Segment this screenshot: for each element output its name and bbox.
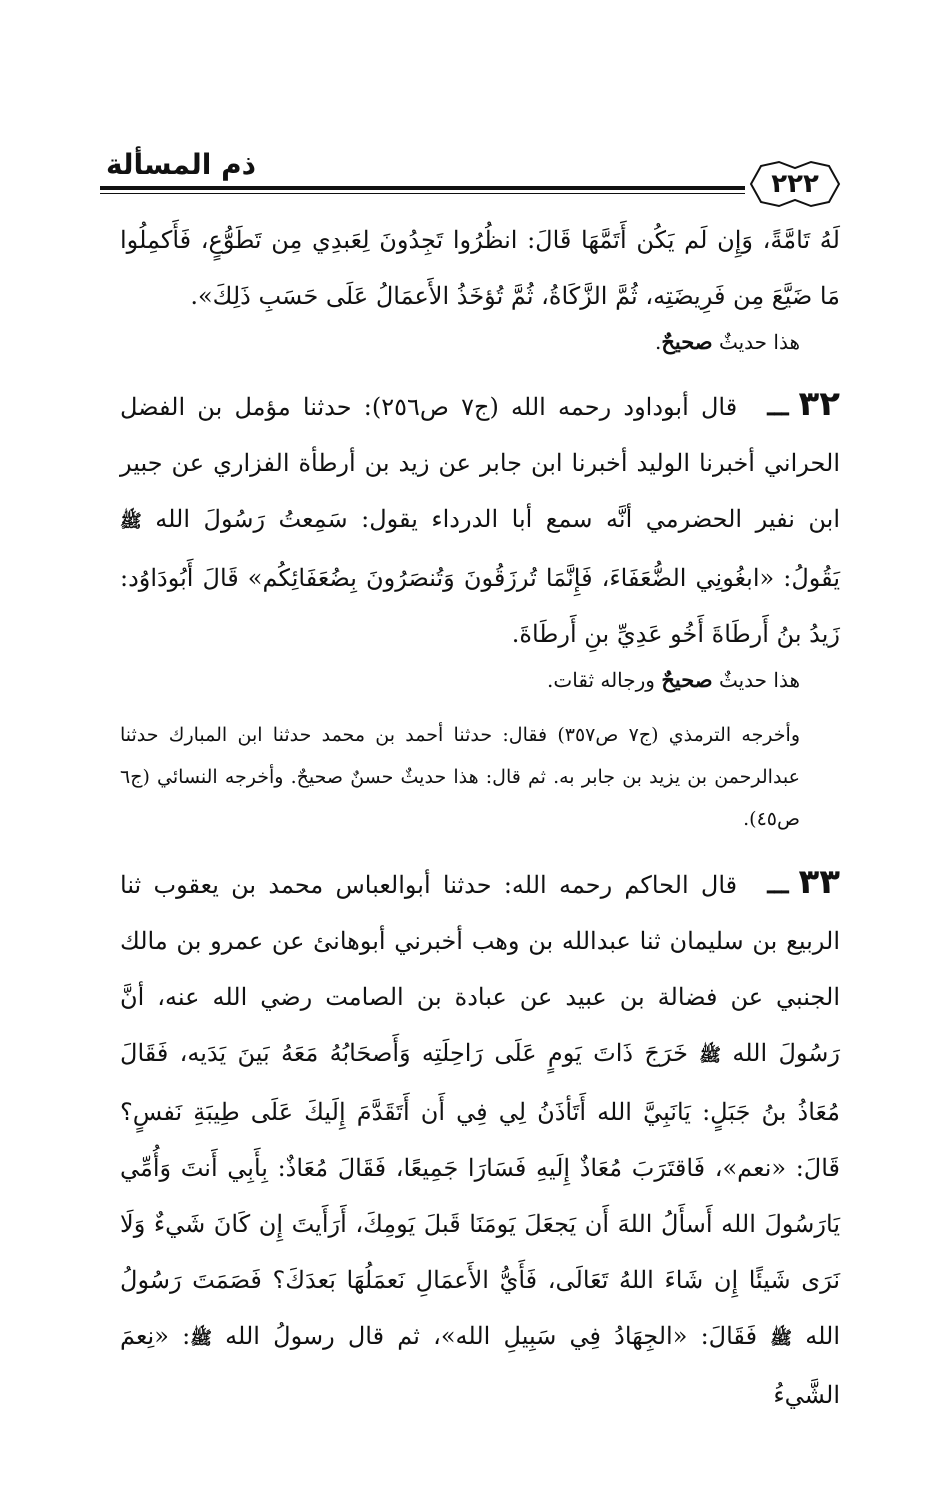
continuation-text (120, 212, 840, 324)
hadith-isnad: قال أبوداود رحمه الله (ج٧ ص٢٥٦): حدثنا مؤمل بن الفضل الحراني أخبرنا الوليد أخبرنا ابن جابر عن زيد بن أرطأة الفزاري عن جبير ابن نفير الحضرمي أنَّه سمع أبا الدرداء يقول: سَمِعتُ رَسُولَ الله (120, 393, 840, 533)
salawat-ligature-icon: ﷺ (770, 1328, 792, 1349)
takhrij-note: وأخرجه الترمذي (ج٧ ص٣٥٧) فقال: حدثنا أحمد بن محمد حدثنا ابن المبارك حدثنا عبدالرحمن بن يزيد بن جابر به. ثم قال: هذا حديثٌ حسنٌ صحيحٌ. وأخرجه النسائي (ج٦ ص٤٥). (120, 724, 800, 830)
chapter-title: ذم المسألة (100, 148, 262, 181)
header-rule-thin (100, 193, 845, 194)
hadith-33 (120, 854, 840, 1423)
hadith-number: ٣٣ (798, 862, 840, 902)
hadith-number: ٣٢ (798, 384, 841, 424)
page-body (120, 212, 840, 1423)
grade-suffix: . (654, 330, 662, 354)
page-number: ٢٢٢ (771, 169, 819, 199)
page-number-badge (745, 158, 845, 210)
grade-prefix: هذا حديثٌ (718, 668, 800, 692)
continuation-matn: لَهُ تَامَّةً، وَإِن لَم يَكُن أَتَمَّهَا قَالَ: انظُرُوا تَجِدُونَ لِعَبدِي مِن تَطَوُّعٍ، فَأَكمِلُوا مَا ضَيَّعَ مِن فَرِيضَتِه، ثُمَّ الزَّكَاةُ، ثُمَّ تُؤخَذُ الأَعمَالُ عَلَى حَسَبِ ذَلِكَ». (120, 226, 840, 310)
grade-line (120, 324, 800, 360)
hadith-matn: يَقُولُ: «ابغُونِي الضُّعَفَاءَ، فَإِنَّمَا تُرزَقُونَ وَتُنصَرُونَ بِضُعَفَائِكُم» قَالَ أَبُودَاوُد: زَيدُ بنُ أَرطَاةَ أَخُو عَدِيِّ بنِ أَرطَاةَ. (120, 564, 840, 648)
hadith-matn: فَقَالَ: «الجِهَادُ فِي سَبِيلِ الله»، ثم قال رسولُ الله (225, 1322, 758, 1350)
hadith-32 (120, 376, 840, 662)
grade-prefix: هذا حديثٌ (718, 330, 800, 354)
hadith-matn: : «نِعمَ الشَّيءُ (120, 1322, 840, 1409)
grade-suffix: ورجاله ثقات. (547, 668, 655, 692)
hadith-dash: ـــ (767, 392, 789, 421)
hadith-dash: ـــ (767, 870, 789, 899)
hadith-matn: خَرَجَ ذَاتَ يَومٍ عَلَى رَاحِلَتِه وَأَصحَابُهُ مَعَهُ بَينَ يَدَيه، فَقَالَ مُعَاذُ بنُ جَبَلٍ: يَانَبِيَّ الله أَتَأذَنُ لِي فِي أَن أَتَقَدَّمَ إِلَيكَ عَلَى طِيبَةِ نَفسٍ؟ قَالَ: «نعم»، فَاقتَرَبَ مُعَاذٌ إِلَيهِ فَسَارَا جَمِيعًا، فَقَالَ مُعَاذٌ: بِأَبِي أَنتَ وَأُمِّي يَارَسُولَ الله أَسأَلُ اللهَ أَن يَجعَلَ يَومَنَا قَبلَ يَومِكَ، أَرَأَيتَ إِن كَانَ شَيءٌ وَلَا نَرَى شَيئًا إِن شَاءَ اللهُ تَعَالَى، فَأَيُّ الأَعمَالِ نَعمَلُهَا بَعدَكَ؟ فَصَمَتَ رَسُولُ الله (120, 1039, 841, 1350)
salawat-ligature-icon: ﷺ (120, 511, 142, 532)
hadith-isnad: قال الحاكم رحمه الله: حدثنا أبوالعباس محمد بن يعقوب ثنا الربيع بن سليمان ثنا عبدالله بن وهب أخبرني أبوهانئ عن عمرو بن مالك الجنبي عن فضالة بن عبيد عن عبادة بن الصامت رضي الله عنه، أنَّ رَسُولَ الله (120, 871, 840, 1067)
salawat-ligature-icon: ﷺ (190, 1328, 212, 1349)
grade-line (120, 662, 800, 698)
page-header (100, 146, 845, 206)
salawat-ligature-icon: ﷺ (699, 1045, 722, 1066)
header-rule (100, 186, 845, 190)
grade-word: صحيحٌ (661, 329, 713, 354)
grade-word: صحيحٌ (661, 667, 713, 692)
